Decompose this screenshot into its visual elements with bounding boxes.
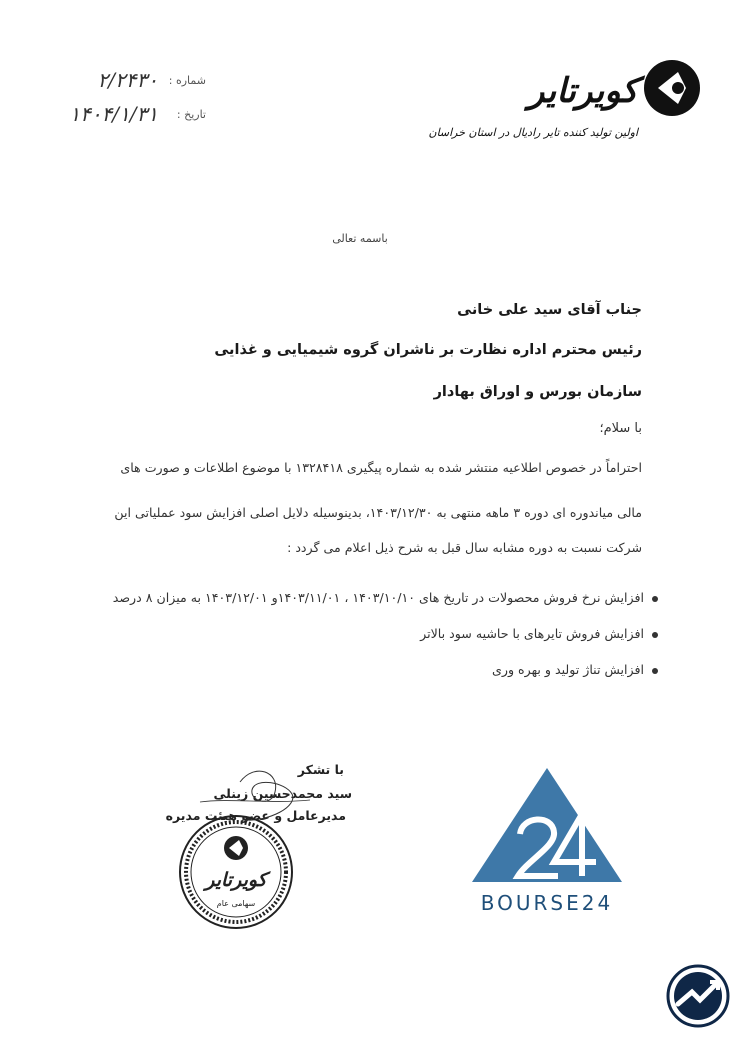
list-item xyxy=(98,590,658,626)
recipient-title: رئیس محترم اداره نظارت بر ناشران گروه شیمیایی و غذایی xyxy=(214,342,642,358)
bourse24-logo xyxy=(470,764,624,914)
corner-chart-logo-icon xyxy=(666,964,730,1028)
reasons-list xyxy=(98,590,658,698)
seal-company-type: سهامی عام xyxy=(216,899,256,908)
date-label: تاریخ : xyxy=(176,108,206,121)
list-item xyxy=(98,626,658,662)
list-item-text: افزایش فروش تایرهای با حاشیه سود بالاتر xyxy=(420,626,644,641)
company-tagline: اولین تولید کننده تایر رادیال در استان خراسان xyxy=(428,126,638,139)
bullet-icon xyxy=(652,632,658,638)
list-item-text: افزایش تناژ تولید و بهره وری xyxy=(492,662,644,677)
date-row xyxy=(56,102,206,132)
bullet-icon xyxy=(652,596,658,602)
list-item-text: افزایش نرخ فروش محصولات در تاریخ های ۱۴۰۳/۱۰/۱۰ ، ۱۴۰۳/۱۱/۰۱و ۱۴۰۳/۱۲/۰۱ به میزان ۸ درصد xyxy=(112,590,644,605)
list-item xyxy=(98,662,658,698)
seal-brand: کویرتایر xyxy=(205,869,267,891)
number-label: شماره : xyxy=(168,74,206,87)
signature-position: مدیرعامل و عضو هیئت مدیره xyxy=(165,808,346,823)
date-value: ۱۴۰۴/۱/۳۱ xyxy=(69,102,158,126)
company-logo-text: کویرتایر xyxy=(527,71,638,111)
invocation: باسمه تعالی xyxy=(332,232,388,245)
greeting: با سلام؛ xyxy=(599,421,642,436)
body-line: مالی میاندوره ای دوره ۳ ماهه منتهی به ۱۴۰۳/۱۲/۳۰، بدینوسیله دلایل اصلی افزایش سود عملیاتی این xyxy=(114,505,642,520)
number-value: ۲/۲۴۳۰ xyxy=(97,68,158,92)
recipient-organization: سازمان بورس و اوراق بهادار xyxy=(433,384,642,400)
company-seal xyxy=(178,814,294,930)
number-row xyxy=(56,68,206,98)
signature-name: سید محمدحسین زینلی xyxy=(213,786,352,801)
kavir-tire-logo xyxy=(428,58,704,150)
body-line: شرکت نسبت به دوره مشابه سال قبل به شرح ذیل اعلام می گردد : xyxy=(287,540,642,555)
bourse24-text: BOURSE24 xyxy=(480,891,614,915)
recipient-name: جناب آقای سید علی خانی xyxy=(457,302,642,318)
body-line: احتراماً در خصوص اطلاعیه منتشر شده به شماره پیگیری ۱۳۲۸۴۱۸ با موضوع اطلاعات و صورت های xyxy=(120,460,642,475)
letter-meta xyxy=(56,68,206,130)
bullet-icon xyxy=(652,668,658,674)
signature-thanks: با تشکر xyxy=(297,762,344,777)
